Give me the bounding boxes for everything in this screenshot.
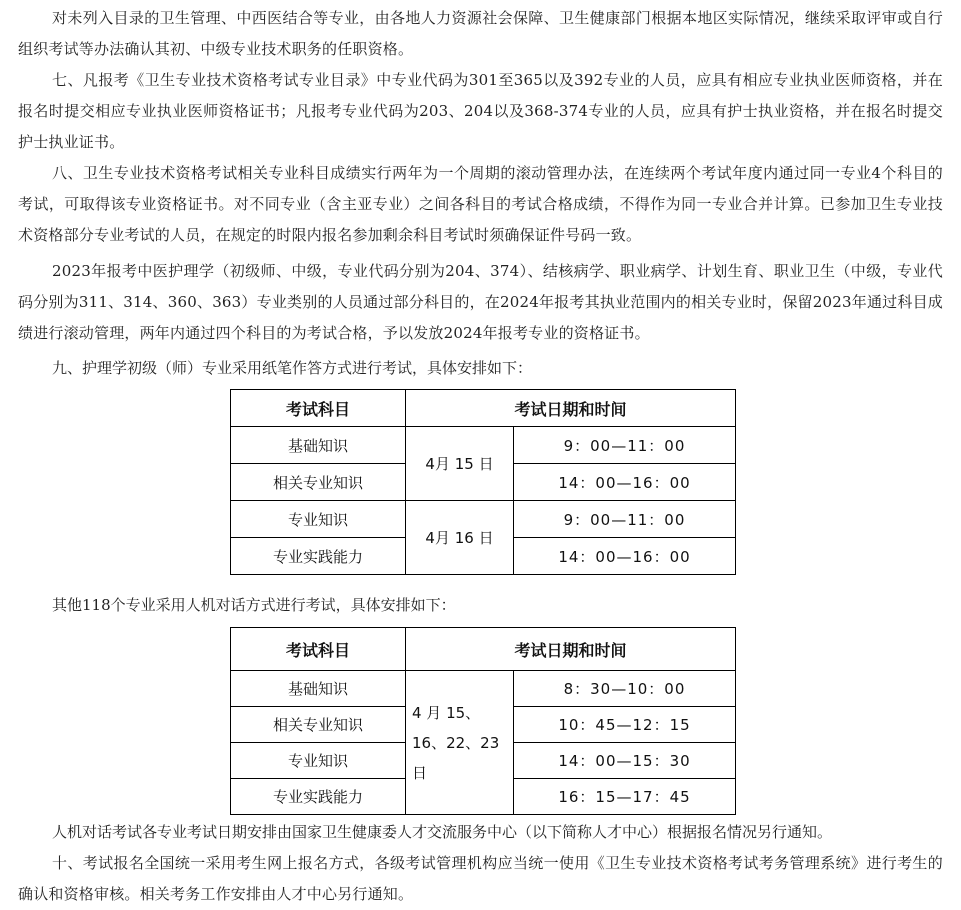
paragraph-unlisted-specialties: 对未列入目录的卫生管理、中西医结合等专业，由各地人力资源社会保障、卫生健康部门根据本地区实际情况，继续采取评审或自行组织考试等办法确认其初、中级专业技术职务的任职资格。: [18, 9, 943, 58]
subject-cell: 专业知识: [231, 501, 406, 538]
paragraph-2023-rule: 2023年报考中医护理学（初级师、中级，专业代码分别为204、374）、结核病学、职业病学、计划生育、职业卫生（中级，专业代码分别为311、314、360、363）专业类别的人员通过部分科目的，在2024年报考其执业范围内的相关专业时，保留2023年通过科目成绩进行滚动管理，两年内通过四个科目的为考试合格，予以发放2024年报考专业的资格证书。: [18, 262, 943, 342]
date-cell: 4 月 15、16、22、23 日: [406, 671, 514, 815]
subject-cell: 专业实践能力: [231, 779, 406, 815]
header-subject: 考试科目: [231, 628, 406, 671]
subject-cell: 相关专业知识: [231, 707, 406, 743]
time-cell: 9：00—11：00: [514, 501, 736, 538]
date-cell: 4月 15 日: [406, 427, 514, 501]
subject-cell: 基础知识: [231, 671, 406, 707]
subject-cell: 专业实践能力: [231, 538, 406, 575]
table-header-row: [231, 390, 736, 427]
time-cell: 14：00—15：30: [514, 743, 736, 779]
time-cell: 8：30—10：00: [514, 671, 736, 707]
header-datetime: 考试日期和时间: [406, 390, 736, 427]
paragraph-section-nine: 九、护理学初级（师）专业采用纸笔作答方式进行考试，具体安排如下：: [52, 359, 533, 377]
paragraph-section-seven: 七、凡报考《卫生专业技术资格考试专业目录》中专业代码为301至365以及392专业的人员，应具有相应专业执业医师资格，并在报名时提交相应专业执业医师资格证书；凡报考专业代码为203、204以及368-374专业的人员，应具有护士执业资格，并在报名时提交护士执业证书。: [18, 71, 943, 151]
subject-cell: 相关专业知识: [231, 464, 406, 501]
paragraph-computer-exam-intro: 其他118个专业采用人机对话方式进行考试，具体安排如下：: [52, 596, 456, 614]
paper-exam-schedule-table: [230, 389, 736, 575]
header-subject: 考试科目: [231, 390, 406, 427]
date-cell: 4月 16 日: [406, 501, 514, 575]
paragraph-section-ten: 十、考试报名全国统一采用考生网上报名方式，各级考试管理机构应当统一使用《卫生专业技术资格考试考务管理系统》进行考生的确认和资格审核。相关考务工作安排由人才中心另行通知。: [18, 854, 943, 903]
time-cell: 16：15—17：45: [514, 779, 736, 815]
paragraph-section-eight: 八、卫生专业技术资格考试相关专业科目成绩实行两年为一个周期的滚动管理办法，在连续两个考试年度内通过同一专业4个科目的考试，可取得该专业资格证书。对不同专业（含主亚专业）之间各科目的考试合格成绩，不得作为同一专业合并计算。已参加卫生专业技术资格部分专业考试的人员，在规定的时限内报名参加剩余科目考试时须确保证件号码一致。: [18, 164, 943, 244]
table-header-row: [231, 628, 736, 671]
table-row: [231, 671, 736, 707]
time-cell: 14：00—16：00: [514, 464, 736, 501]
subject-cell: 专业知识: [231, 743, 406, 779]
computer-exam-schedule-table: [230, 627, 736, 815]
time-cell: 9：00—11：00: [514, 427, 736, 464]
paragraph-computer-exam-notice: 人机对话考试各专业考试日期安排由国家卫生健康委人才交流服务中心（以下简称人才中心）根据报名情况另行通知。: [52, 823, 833, 841]
table-row: [231, 501, 736, 538]
time-cell: 14：00—16：00: [514, 538, 736, 575]
table-row: [231, 427, 736, 464]
subject-cell: 基础知识: [231, 427, 406, 464]
time-cell: 10：45—12：15: [514, 707, 736, 743]
header-datetime: 考试日期和时间: [406, 628, 736, 671]
